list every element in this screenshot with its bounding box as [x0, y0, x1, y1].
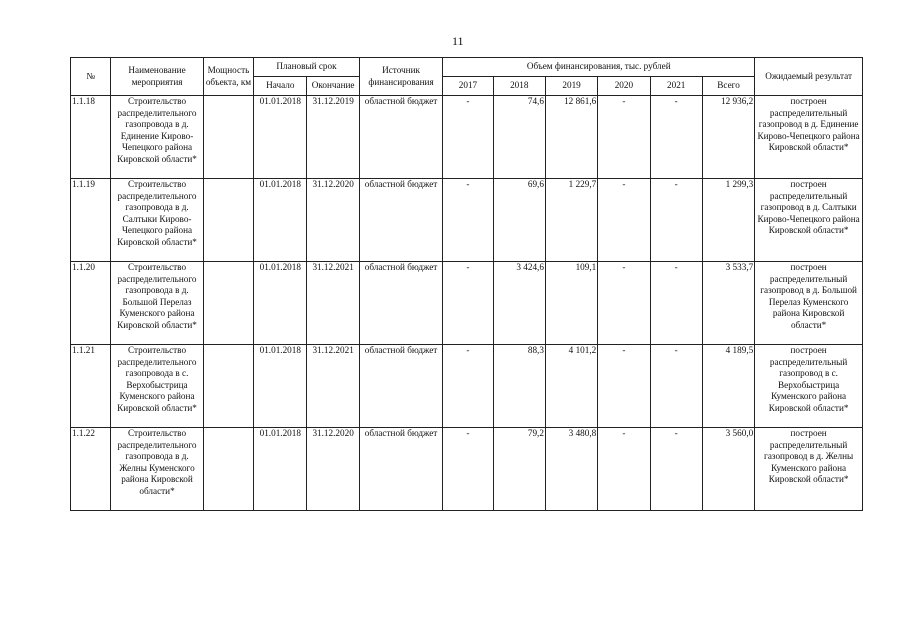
header-capacity: Мощность объекта, км: [203, 58, 253, 96]
row-number: 1.1.18: [71, 96, 111, 179]
row-value-2020: -: [598, 179, 650, 262]
row-value-2019: 3 480,8: [545, 428, 597, 511]
row-value-2020: -: [598, 345, 650, 428]
row-value-2019: 109,1: [545, 262, 597, 345]
row-value-2018: 88,3: [493, 345, 545, 428]
header-year-2019: 2019: [545, 77, 597, 96]
row-number: 1.1.19: [71, 179, 111, 262]
row-name: Строительство распределительного газопровода в д. Желны Куменского района Кировской области*: [111, 428, 204, 511]
row-expected-result: построен распределительный газопровод в д. Салтыки Кирово-Чепецкого района Кировской области*: [755, 179, 863, 262]
row-value-2021: -: [650, 96, 702, 179]
row-value-2020: -: [598, 262, 650, 345]
header-expected-result: Ожидаемый результат: [755, 58, 863, 96]
row-source: областной бюджет: [359, 96, 443, 179]
row-number: 1.1.21: [71, 345, 111, 428]
financing-table: [70, 57, 863, 511]
header-year-2017: 2017: [443, 77, 493, 96]
row-value-2020: -: [598, 96, 650, 179]
row-value-2017: -: [443, 345, 493, 428]
row-total: 12 936,2: [702, 96, 754, 179]
header-financing-volume: Объем финансирования, тыс. рублей: [443, 58, 755, 77]
row-total: 3 533,7: [702, 262, 754, 345]
row-number: 1.1.20: [71, 262, 111, 345]
row-end-date: 31.12.2021: [307, 345, 359, 428]
row-number: 1.1.22: [71, 428, 111, 511]
row-expected-result: построен распределительный газопровод в с. Верхобыстрица Куменского района Кировской области*: [755, 345, 863, 428]
row-source: областной бюджет: [359, 262, 443, 345]
header-start: Начало: [254, 77, 307, 96]
row-value-2020: -: [598, 428, 650, 511]
row-value-2018: 3 424,6: [493, 262, 545, 345]
table-row: [71, 345, 863, 428]
row-value-2018: 74,6: [493, 96, 545, 179]
row-name: Строительство распределительного газопровода в д. Большой Перелаз Куменского района Кировской области*: [111, 262, 204, 345]
header-year-2018: 2018: [493, 77, 545, 96]
header-end: Окончание: [307, 77, 359, 96]
row-name: Строительство распределительного газопровода в с. Верхобыстрица Куменского района Кировской области*: [111, 345, 204, 428]
row-end-date: 31.12.2019: [307, 96, 359, 179]
row-capacity: [203, 428, 253, 511]
table-row: [71, 428, 863, 511]
row-end-date: 31.12.2021: [307, 262, 359, 345]
header-planned-term: Плановый срок: [254, 58, 360, 77]
row-value-2021: -: [650, 179, 702, 262]
table-row: [71, 179, 863, 262]
row-start-date: 01.01.2018: [254, 428, 307, 511]
row-value-2017: -: [443, 428, 493, 511]
row-source: областной бюджет: [359, 179, 443, 262]
row-value-2019: 12 861,6: [545, 96, 597, 179]
row-value-2018: 69,6: [493, 179, 545, 262]
row-value-2021: -: [650, 428, 702, 511]
table-row: [71, 262, 863, 345]
row-value-2021: -: [650, 345, 702, 428]
row-value-2019: 1 229,7: [545, 179, 597, 262]
row-start-date: 01.01.2018: [254, 179, 307, 262]
row-total: 1 299,3: [702, 179, 754, 262]
header-total: Всего: [702, 77, 754, 96]
row-end-date: 31.12.2020: [307, 428, 359, 511]
table-row: [71, 96, 863, 179]
header-number: №: [71, 58, 111, 96]
row-total: 4 189,5: [702, 345, 754, 428]
row-end-date: 31.12.2020: [307, 179, 359, 262]
row-start-date: 01.01.2018: [254, 262, 307, 345]
row-expected-result: построен распределительный газопровод в д. Желны Куменского района Кировской области*: [755, 428, 863, 511]
row-value-2017: -: [443, 96, 493, 179]
row-capacity: [203, 345, 253, 428]
row-value-2017: -: [443, 179, 493, 262]
row-value-2019: 4 101,2: [545, 345, 597, 428]
row-name: Строительство распределительного газопровода в д. Единение Кирово-Чепецкого района Кировской области*: [111, 96, 204, 179]
row-total: 3 560,0: [702, 428, 754, 511]
header-source: Источник финансирования: [359, 58, 443, 96]
header-year-2021: 2021: [650, 77, 702, 96]
row-capacity: [203, 262, 253, 345]
row-value-2018: 79,2: [493, 428, 545, 511]
row-value-2021: -: [650, 262, 702, 345]
header-name: Наименование мероприятия: [111, 58, 204, 96]
header-year-2020: 2020: [598, 77, 650, 96]
row-capacity: [203, 179, 253, 262]
row-expected-result: построен распределительный газопровод в д. Большой Перелаз Куменского района Кировской области*: [755, 262, 863, 345]
row-name: Строительство распределительного газопровода в д. Салтыки Кирово-Чепецкого района Кировской области*: [111, 179, 204, 262]
row-source: областной бюджет: [359, 345, 443, 428]
page-number: 11: [452, 34, 464, 48]
row-expected-result: построен распределительный газопровод в д. Единение Кирово-Чепецкого района Кировской области*: [755, 96, 863, 179]
row-capacity: [203, 96, 253, 179]
row-source: областной бюджет: [359, 428, 443, 511]
row-value-2017: -: [443, 262, 493, 345]
row-start-date: 01.01.2018: [254, 96, 307, 179]
row-start-date: 01.01.2018: [254, 345, 307, 428]
